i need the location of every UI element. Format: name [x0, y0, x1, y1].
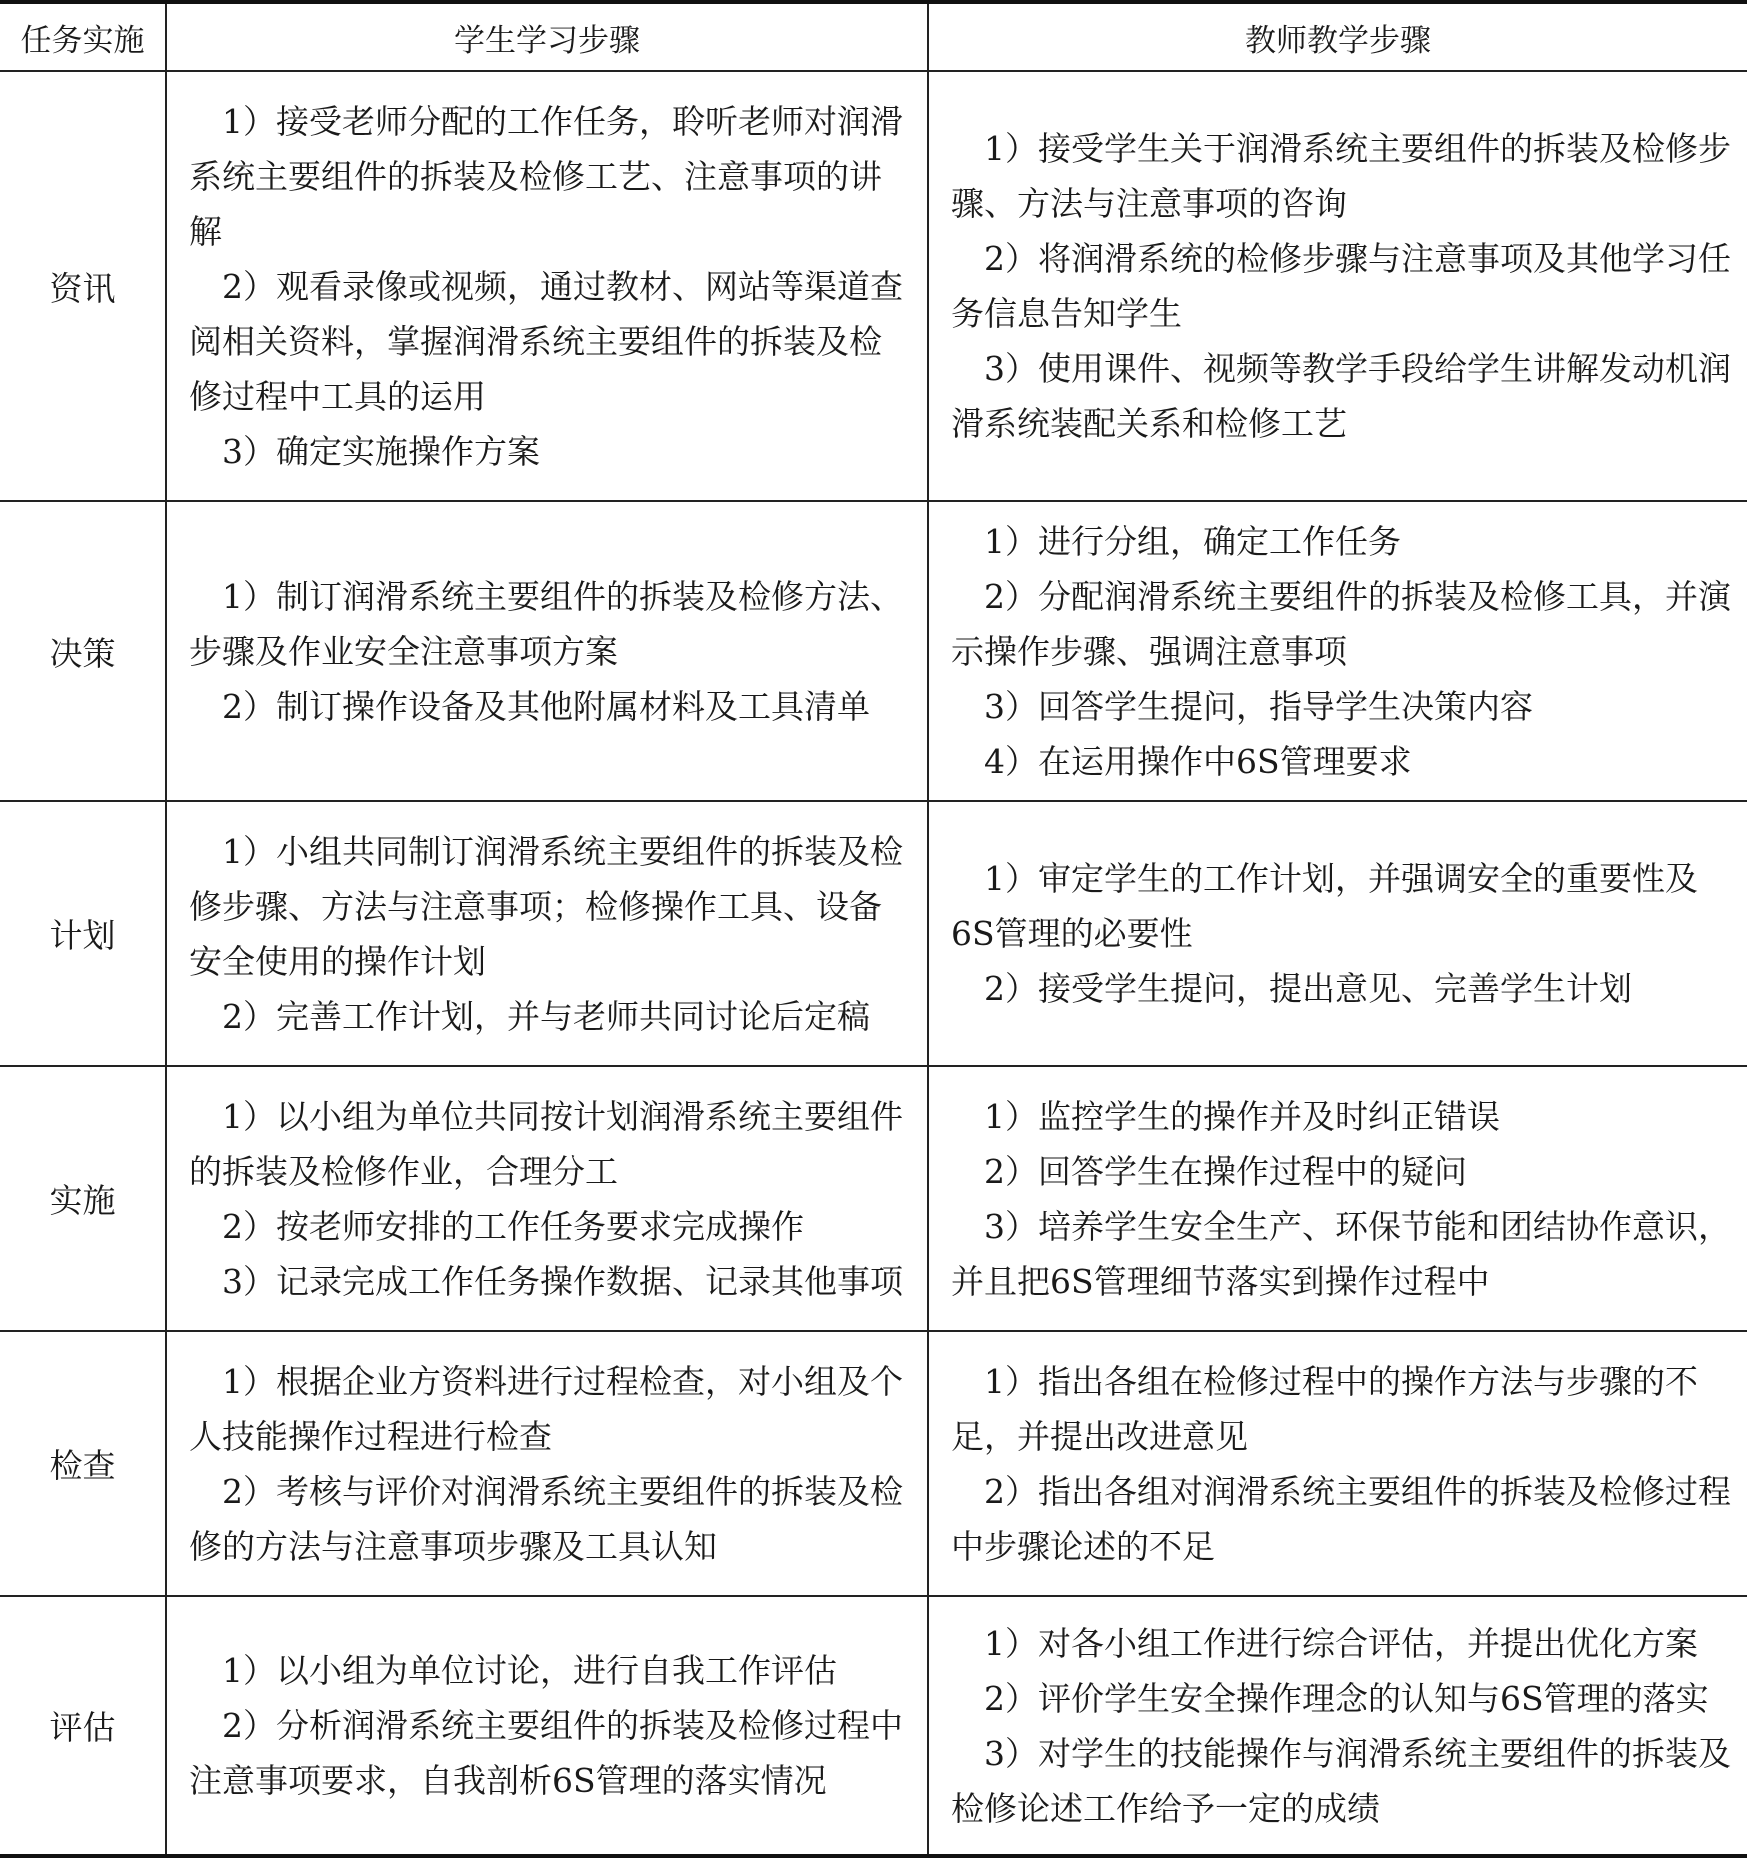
step-item: 2）按老师安排的工作任务要求完成操作: [222, 1206, 804, 1246]
step-item: 2）观看录像或视频，通过教材、网站等渠道查阅相关资料，掌握润滑系统主要组件的拆装及检修过程中工具的运用: [189, 266, 903, 416]
table-row: [0, 71, 1747, 501]
step-item: 2）评价学生安全操作理念的认知与6S管理的落实: [984, 1678, 1709, 1718]
table-row: [0, 1596, 1747, 1856]
teacher-steps-cell: [928, 1596, 1747, 1856]
step-item: 1）根据企业方资料进行过程检查，对小组及个人技能操作过程进行检查: [189, 1361, 903, 1456]
table-row: [0, 501, 1747, 801]
table-row: [0, 1066, 1747, 1331]
phase-cell: 资讯: [0, 71, 166, 501]
student-steps-cell: [166, 1596, 928, 1856]
step-item: 2）指出各组对润滑系统主要组件的拆装及检修过程中步骤论述的不足: [951, 1471, 1731, 1566]
header-teacher-steps: 教师教学步骤: [928, 2, 1747, 71]
teacher-steps-cell: [928, 801, 1747, 1066]
step-item: 1）对各小组工作进行综合评估，并提出优化方案: [984, 1623, 1698, 1663]
phase-cell: 计划: [0, 801, 166, 1066]
teacher-steps-cell: [928, 1066, 1747, 1331]
student-steps-cell: [166, 71, 928, 501]
phase-cell: 实施: [0, 1066, 166, 1331]
student-steps-cell: [166, 801, 928, 1066]
step-item: 1）制订润滑系统主要组件的拆装及检修方法、步骤及作业安全注意事项方案: [189, 576, 903, 671]
step-item: 3）记录完成工作任务操作数据、记录其他事项: [222, 1261, 903, 1301]
student-steps-cell: [166, 501, 928, 801]
step-item: 3）使用课件、视频等教学手段给学生讲解发动机润滑系统装配关系和检修工艺: [951, 349, 1731, 443]
phase-cell: 评估: [0, 1596, 166, 1856]
step-item: 1）监控学生的操作并及时纠正错误: [984, 1096, 1500, 1136]
step-item: 2）接受学生提问，提出意见、完善学生计划: [984, 969, 1632, 1008]
step-item: 2）分析润滑系统主要组件的拆装及检修过程中注意事项要求，自我剖析6S管理的落实情况: [189, 1706, 903, 1800]
step-item: 3）培养学生安全生产、环保节能和团结协作意识，并且把6S管理细节落实到操作过程中: [951, 1206, 1731, 1301]
step-item: 3）回答学生提问，指导学生决策内容: [984, 686, 1533, 726]
table-header-row: [0, 2, 1747, 71]
step-item: 4）在运用操作中6S管理要求: [984, 741, 1412, 781]
phase-cell: 决策: [0, 501, 166, 801]
phase-cell: 检查: [0, 1331, 166, 1596]
teacher-steps-cell: [928, 71, 1747, 501]
student-steps-cell: [166, 1066, 928, 1331]
step-item: 2）完善工作计划，并与老师共同讨论后定稿: [222, 996, 870, 1036]
step-item: 1）小组共同制订润滑系统主要组件的拆装及检修步骤、方法与注意事项；检修操作工具、设备安全使用的操作计划: [189, 831, 903, 981]
step-item: 2）回答学生在操作过程中的疑问: [984, 1151, 1467, 1191]
step-item: 2）制订操作设备及其他附属材料及工具清单: [222, 686, 870, 726]
step-item: 3）确定实施操作方案: [222, 431, 540, 471]
step-item: 1）指出各组在检修过程中的操作方法与步骤的不足，并提出改进意见: [951, 1361, 1698, 1456]
student-steps-cell: [166, 1331, 928, 1596]
step-item: 1）接受学生关于润滑系统主要组件的拆装及检修步骤、方法与注意事项的咨询: [951, 129, 1731, 223]
step-item: 1）审定学生的工作计划，并强调安全的重要性及6S管理的必要性: [951, 859, 1698, 953]
step-item: 1）接受老师分配的工作任务，聆听老师对润滑系统主要组件的拆装及检修工艺、注意事项的讲解: [189, 101, 903, 251]
header-student-steps: 学生学习步骤: [166, 2, 928, 71]
step-item: 2）考核与评价对润滑系统主要组件的拆装及检修的方法与注意事项步骤及工具认知: [189, 1471, 903, 1566]
step-item: 2）分配润滑系统主要组件的拆装及检修工具，并演示操作步骤、强调注意事项: [951, 576, 1731, 671]
step-item: 1）以小组为单位讨论，进行自我工作评估: [222, 1651, 837, 1690]
teacher-steps-cell: [928, 1331, 1747, 1596]
header-phase: 任务实施: [0, 2, 166, 71]
teacher-steps-cell: [928, 501, 1747, 801]
table-row: [0, 1331, 1747, 1596]
step-item: 2）将润滑系统的检修步骤与注意事项及其他学习任务信息告知学生: [951, 239, 1731, 333]
step-item: 3）对学生的技能操作与润滑系统主要组件的拆装及检修论述工作给予一定的成绩: [951, 1733, 1731, 1828]
step-item: 1）以小组为单位共同按计划润滑系统主要组件的拆装及检修作业，合理分工: [189, 1096, 903, 1191]
table-row: [0, 801, 1747, 1066]
step-item: 1）进行分组，确定工作任务: [984, 521, 1401, 561]
